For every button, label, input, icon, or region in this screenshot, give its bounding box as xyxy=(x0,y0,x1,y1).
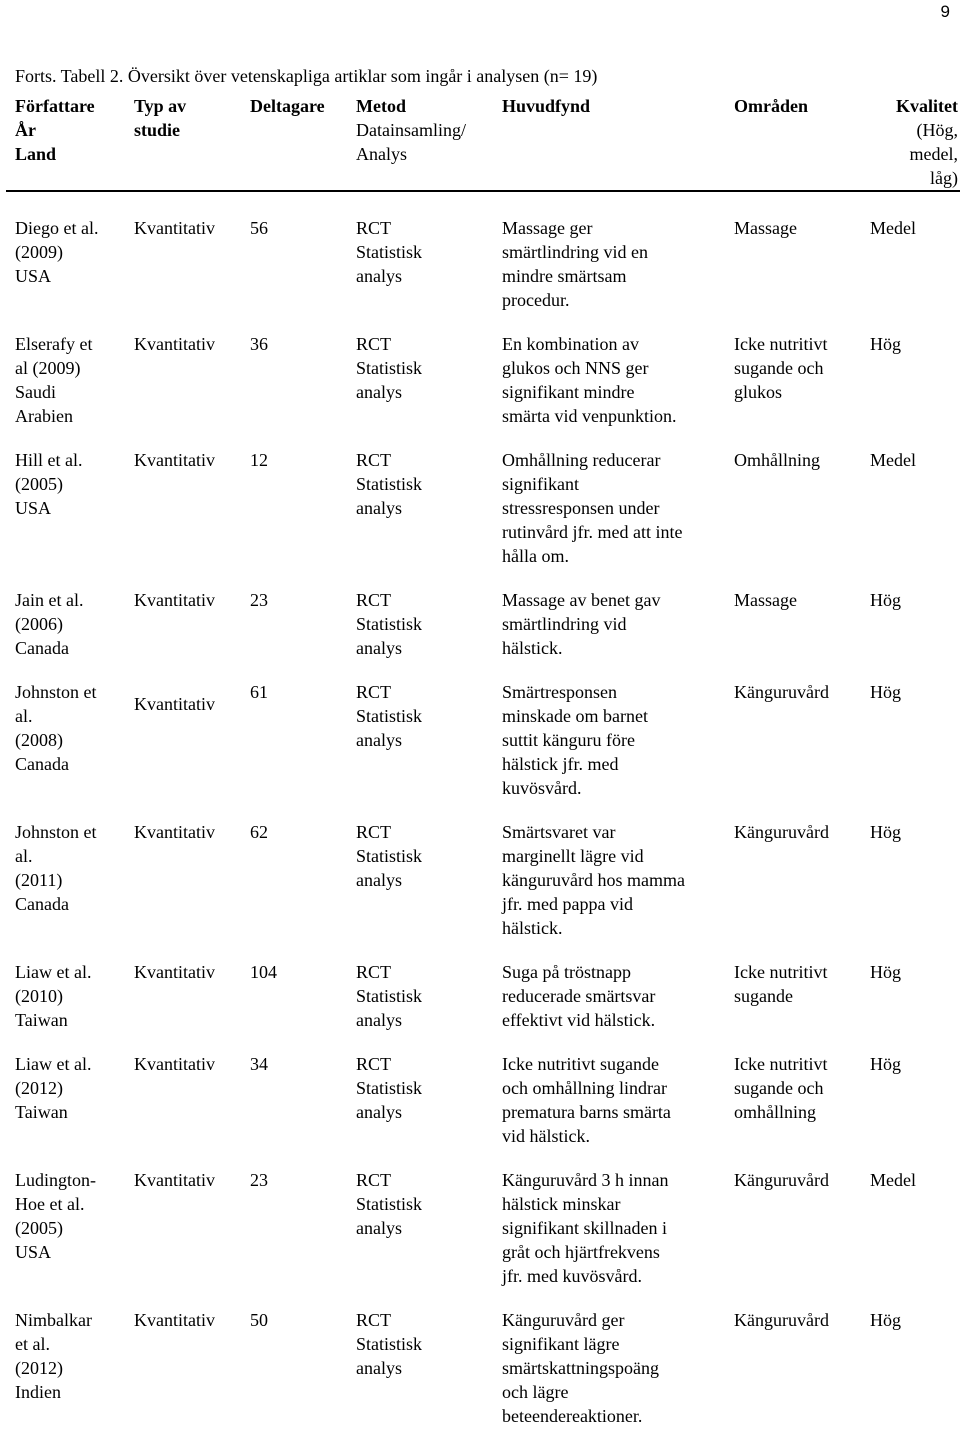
finding-cell-line: hälstick. xyxy=(502,918,563,938)
study-type-cell: Kvantitativ xyxy=(134,590,215,610)
finding-cell-line: rutinvård jfr. med att inte xyxy=(502,522,683,542)
header-method-line: Analys xyxy=(356,144,407,164)
method-cell xyxy=(356,332,502,448)
finding-cell-line: stressresponsen under xyxy=(502,498,660,518)
method-cell xyxy=(356,680,502,820)
author-cell-line: (2009) xyxy=(15,242,63,262)
area-cell xyxy=(734,1168,870,1308)
table-row xyxy=(6,820,960,960)
author-cell-line: (2012) xyxy=(15,1358,63,1378)
method-cell-line: RCT xyxy=(356,590,392,610)
method-cell-line: RCT xyxy=(356,1054,392,1074)
finding-cell-line: Smärtsvaret var xyxy=(502,822,616,842)
page-number: 9 xyxy=(940,2,950,21)
study-type-cell: Kvantitativ xyxy=(134,1170,215,1190)
author-cell-line: al. xyxy=(15,706,33,726)
area-cell-line: Icke nutritivt xyxy=(734,1054,828,1074)
study-type-cell: Kvantitativ xyxy=(134,962,215,982)
finding-cell-line: kuvösvård. xyxy=(502,778,582,798)
table-row xyxy=(6,1168,960,1308)
method-cell-line: RCT xyxy=(356,450,392,470)
finding-cell-line: vid hälstick. xyxy=(502,1126,590,1146)
header-findings-line: Huvudfynd xyxy=(502,96,591,116)
author-cell xyxy=(6,332,134,448)
method-cell-line: analys xyxy=(356,266,402,286)
finding-cell-line: Icke nutritivt sugande xyxy=(502,1054,659,1074)
area-cell-line: sugande och xyxy=(734,358,824,378)
finding-cell-line: reducerade smärtsvar xyxy=(502,986,656,1006)
finding-cell-line: gråt och hjärtfrekvens xyxy=(502,1242,660,1262)
finding-cell-line: beteendereaktioner. xyxy=(502,1406,643,1426)
method-cell-line: analys xyxy=(356,498,402,518)
finding-cell xyxy=(502,332,734,448)
finding-cell-line: effektivt vid hälstick. xyxy=(502,1010,656,1030)
finding-cell-line: suttit känguru före xyxy=(502,730,635,750)
area-cell-line: Icke nutritivt xyxy=(734,334,828,354)
study-type-cell: Kvantitativ xyxy=(134,694,215,714)
method-cell-line: Statistisk xyxy=(356,1194,423,1214)
study-type-cell: Kvantitativ xyxy=(134,218,215,238)
author-cell-line: (2005) xyxy=(15,1218,63,1238)
author-cell xyxy=(6,680,134,820)
area-cell xyxy=(734,820,870,960)
quality-cell: Hög xyxy=(870,334,901,354)
author-cell-line: al (2009) xyxy=(15,358,81,378)
author-cell-line: Diego et al. xyxy=(15,218,99,238)
method-cell-line: Statistisk xyxy=(356,614,423,634)
study-type-cell: Kvantitativ xyxy=(134,334,215,354)
header-areas-line: Områden xyxy=(734,96,808,116)
finding-cell-line: signifikant mindre xyxy=(502,382,635,402)
author-cell xyxy=(6,448,134,588)
area-cell-line: sugande xyxy=(734,986,793,1006)
author-cell-line: Nimbalkar xyxy=(15,1310,92,1330)
area-cell xyxy=(734,680,870,820)
quality-cell: Medel xyxy=(870,450,916,470)
author-cell xyxy=(6,1052,134,1168)
study-type-cell: Kvantitativ xyxy=(134,1310,215,1330)
header-method xyxy=(356,94,502,191)
finding-cell xyxy=(502,960,734,1052)
method-cell-line: Statistisk xyxy=(356,242,423,262)
table-row xyxy=(6,588,960,680)
author-cell xyxy=(6,588,134,680)
method-cell-line: Statistisk xyxy=(356,474,423,494)
finding-cell-line: hålla om. xyxy=(502,546,569,566)
header-author xyxy=(6,94,134,191)
author-cell-line: Saudi xyxy=(15,382,57,402)
study-type-cell: Kvantitativ xyxy=(134,450,215,470)
finding-cell xyxy=(502,1308,734,1448)
finding-cell xyxy=(502,680,734,820)
method-cell-line: RCT xyxy=(356,218,392,238)
finding-cell-line: Omhållning reducerar xyxy=(502,450,661,470)
header-findings xyxy=(502,94,734,191)
method-cell-line: analys xyxy=(356,1102,402,1122)
finding-cell-line: signifikant skillnaden i xyxy=(502,1218,667,1238)
method-cell xyxy=(356,820,502,960)
area-cell xyxy=(734,1052,870,1168)
author-cell-line: (2005) xyxy=(15,474,63,494)
participants-cell: 104 xyxy=(250,962,277,982)
author-cell-line: et al. xyxy=(15,1334,50,1354)
author-cell-line: Taiwan xyxy=(15,1010,68,1030)
author-cell-line: al. xyxy=(15,846,33,866)
finding-cell-line: prematura barns smärta xyxy=(502,1102,671,1122)
quality-cell: Hög xyxy=(870,962,901,982)
method-cell xyxy=(356,191,502,332)
method-cell-line: analys xyxy=(356,1358,402,1378)
articles-table xyxy=(6,94,960,1448)
author-cell-line: USA xyxy=(15,1242,52,1262)
finding-cell-line: procedur. xyxy=(502,290,570,310)
method-cell-line: Statistisk xyxy=(356,846,423,866)
participants-cell: 36 xyxy=(250,334,268,354)
header-study-type-line: studie xyxy=(134,120,181,140)
finding-cell xyxy=(502,820,734,960)
method-cell-line: Statistisk xyxy=(356,1078,423,1098)
finding-cell-line: hälstick minskar xyxy=(502,1194,621,1214)
method-cell xyxy=(356,1308,502,1448)
author-cell-line: Elserafy et xyxy=(15,334,93,354)
author-cell-line: USA xyxy=(15,498,52,518)
method-cell-line: analys xyxy=(356,638,402,658)
author-cell-line: (2006) xyxy=(15,614,63,634)
finding-cell-line: mindre smärtsam xyxy=(502,266,627,286)
area-cell xyxy=(734,588,870,680)
finding-cell-line: smärtlindring vid xyxy=(502,614,627,634)
method-cell-line: analys xyxy=(356,1010,402,1030)
finding-cell xyxy=(502,191,734,332)
header-quality-line: låg) xyxy=(930,168,958,188)
table-row xyxy=(6,448,960,588)
area-cell-line: glukos xyxy=(734,382,783,402)
finding-cell-line: smärtlindring vid en xyxy=(502,242,648,262)
finding-cell-line: Suga på tröstnapp xyxy=(502,962,631,982)
finding-cell xyxy=(502,448,734,588)
header-participants-line: Deltagare xyxy=(250,96,325,116)
author-cell-line: Ludington- xyxy=(15,1170,96,1190)
finding-cell-line: Massage ger xyxy=(502,218,593,238)
method-cell xyxy=(356,1052,502,1168)
area-cell-line: sugande och xyxy=(734,1078,824,1098)
header-areas xyxy=(734,94,870,191)
participants-cell: 12 xyxy=(250,450,268,470)
finding-cell xyxy=(502,1052,734,1168)
participants-cell: 34 xyxy=(250,1054,268,1074)
finding-cell-line: Massage av benet gav xyxy=(502,590,661,610)
table-header xyxy=(6,94,960,191)
author-cell-line: Canada xyxy=(15,754,69,774)
area-cell xyxy=(734,448,870,588)
participants-cell: 23 xyxy=(250,1170,268,1190)
author-cell xyxy=(6,820,134,960)
finding-cell-line: signifikant xyxy=(502,474,579,494)
author-cell-line: Liaw et al. xyxy=(15,962,92,982)
area-cell-line: Känguruvård xyxy=(734,1310,829,1330)
quality-cell: Hög xyxy=(870,822,901,842)
author-cell-line: Jain et al. xyxy=(15,590,84,610)
finding-cell-line: minskade om barnet xyxy=(502,706,648,726)
method-cell-line: analys xyxy=(356,870,402,890)
header-quality-line: Kvalitet xyxy=(896,96,958,116)
method-cell-line: Statistisk xyxy=(356,358,423,378)
participants-cell: 61 xyxy=(250,682,268,702)
table-row xyxy=(6,1052,960,1168)
method-cell-line: RCT xyxy=(356,334,392,354)
method-cell-line: RCT xyxy=(356,962,392,982)
finding-cell-line: hälstick. xyxy=(502,638,563,658)
quality-cell: Hög xyxy=(870,1310,901,1330)
author-cell-line: Taiwan xyxy=(15,1102,68,1122)
finding-cell-line: Smärtresponsen xyxy=(502,682,617,702)
method-cell-line: analys xyxy=(356,1218,402,1238)
table-row xyxy=(6,680,960,820)
method-cell xyxy=(356,588,502,680)
finding-cell-line: känguruvård hos mamma xyxy=(502,870,685,890)
author-cell-line: (2008) xyxy=(15,730,63,750)
finding-cell xyxy=(502,1168,734,1308)
quality-cell: Medel xyxy=(870,218,916,238)
quality-cell: Hög xyxy=(870,590,901,610)
quality-cell: Hög xyxy=(870,1054,901,1074)
header-quality-line: (Hög, xyxy=(916,120,958,140)
author-cell-line: Arabien xyxy=(15,406,73,426)
area-cell xyxy=(734,960,870,1052)
author-cell-line: Hill et al. xyxy=(15,450,83,470)
finding-cell-line: och omhållning lindrar xyxy=(502,1078,667,1098)
area-cell-line: Icke nutritivt xyxy=(734,962,828,982)
header-author-line: Författare xyxy=(15,96,95,116)
method-cell-line: analys xyxy=(356,730,402,750)
author-cell-line: Canada xyxy=(15,894,69,914)
method-cell-line: RCT xyxy=(356,682,392,702)
method-cell xyxy=(356,448,502,588)
finding-cell-line: jfr. med pappa vid xyxy=(502,894,633,914)
author-cell-line: (2010) xyxy=(15,986,63,1006)
finding-cell-line: signifikant lägre xyxy=(502,1334,620,1354)
table-body xyxy=(6,191,960,1448)
finding-cell-line: marginellt lägre vid xyxy=(502,846,644,866)
finding-cell-line: glukos och NNS ger xyxy=(502,358,649,378)
header-quality xyxy=(870,94,960,191)
finding-cell-line: smärtskattningspoäng xyxy=(502,1358,659,1378)
header-study-type xyxy=(134,94,250,191)
header-author-line: Land xyxy=(15,144,57,164)
header-quality-line: medel, xyxy=(909,144,958,164)
author-cell xyxy=(6,960,134,1052)
header-study-type-line: Typ av xyxy=(134,96,187,116)
finding-cell-line: Känguruvård ger xyxy=(502,1310,625,1330)
quality-cell: Medel xyxy=(870,1170,916,1190)
author-cell-line: Johnston et xyxy=(15,822,97,842)
author-cell-line: (2012) xyxy=(15,1078,63,1098)
header-method-line: Metod xyxy=(356,96,406,116)
table-row xyxy=(6,960,960,1052)
area-cell xyxy=(734,332,870,448)
author-cell xyxy=(6,191,134,332)
author-cell-line: Indien xyxy=(15,1382,61,1402)
finding-cell-line: hälstick jfr. med xyxy=(502,754,619,774)
area-cell-line: Känguruvård xyxy=(734,822,829,842)
author-cell-line: USA xyxy=(15,266,52,286)
finding-cell-line: smärta vid venpunktion. xyxy=(502,406,677,426)
author-cell xyxy=(6,1168,134,1308)
area-cell-line: Känguruvård xyxy=(734,682,829,702)
area-cell-line: Massage xyxy=(734,218,797,238)
study-type-cell: Kvantitativ xyxy=(134,1054,215,1074)
finding-cell-line: Känguruvård 3 h innan xyxy=(502,1170,669,1190)
header-row xyxy=(6,94,960,191)
area-cell-line: omhållning xyxy=(734,1102,816,1122)
method-cell-line: Statistisk xyxy=(356,1334,423,1354)
method-cell xyxy=(356,960,502,1052)
table-caption: Forts. Tabell 2. Översikt över vetenskapliga artiklar som ingår i analysen (n= 19) xyxy=(15,66,598,86)
author-cell-line: Johnston et xyxy=(15,682,97,702)
quality-cell: Hög xyxy=(870,682,901,702)
method-cell-line: Statistisk xyxy=(356,706,423,726)
author-cell-line: Liaw et al. xyxy=(15,1054,92,1074)
header-method-line: Datainsamling/ xyxy=(356,120,466,140)
method-cell-line: Statistisk xyxy=(356,986,423,1006)
author-cell-line: Hoe et al. xyxy=(15,1194,85,1214)
finding-cell-line: En kombination av xyxy=(502,334,639,354)
area-cell-line: Massage xyxy=(734,590,797,610)
area-cell-line: Känguruvård xyxy=(734,1170,829,1190)
study-type-cell: Kvantitativ xyxy=(134,822,215,842)
area-cell-line: Omhållning xyxy=(734,450,820,470)
table-row xyxy=(6,332,960,448)
method-cell-line: RCT xyxy=(356,1310,392,1330)
participants-cell: 62 xyxy=(250,822,268,842)
author-cell-line: (2011) xyxy=(15,870,63,890)
participants-cell: 56 xyxy=(250,218,268,238)
area-cell xyxy=(734,191,870,332)
method-cell-line: RCT xyxy=(356,822,392,842)
header-author-line: År xyxy=(15,120,36,140)
finding-cell-line: och lägre xyxy=(502,1382,569,1402)
area-cell xyxy=(734,1308,870,1448)
participants-cell: 23 xyxy=(250,590,268,610)
finding-cell xyxy=(502,588,734,680)
header-participants xyxy=(250,94,356,191)
method-cell xyxy=(356,1168,502,1308)
table-row xyxy=(6,191,960,332)
author-cell-line: Canada xyxy=(15,638,69,658)
table-row xyxy=(6,1308,960,1448)
finding-cell-line: jfr. med kuvösvård. xyxy=(502,1266,642,1286)
method-cell-line: analys xyxy=(356,382,402,402)
method-cell-line: RCT xyxy=(356,1170,392,1190)
author-cell xyxy=(6,1308,134,1448)
participants-cell: 50 xyxy=(250,1310,268,1330)
